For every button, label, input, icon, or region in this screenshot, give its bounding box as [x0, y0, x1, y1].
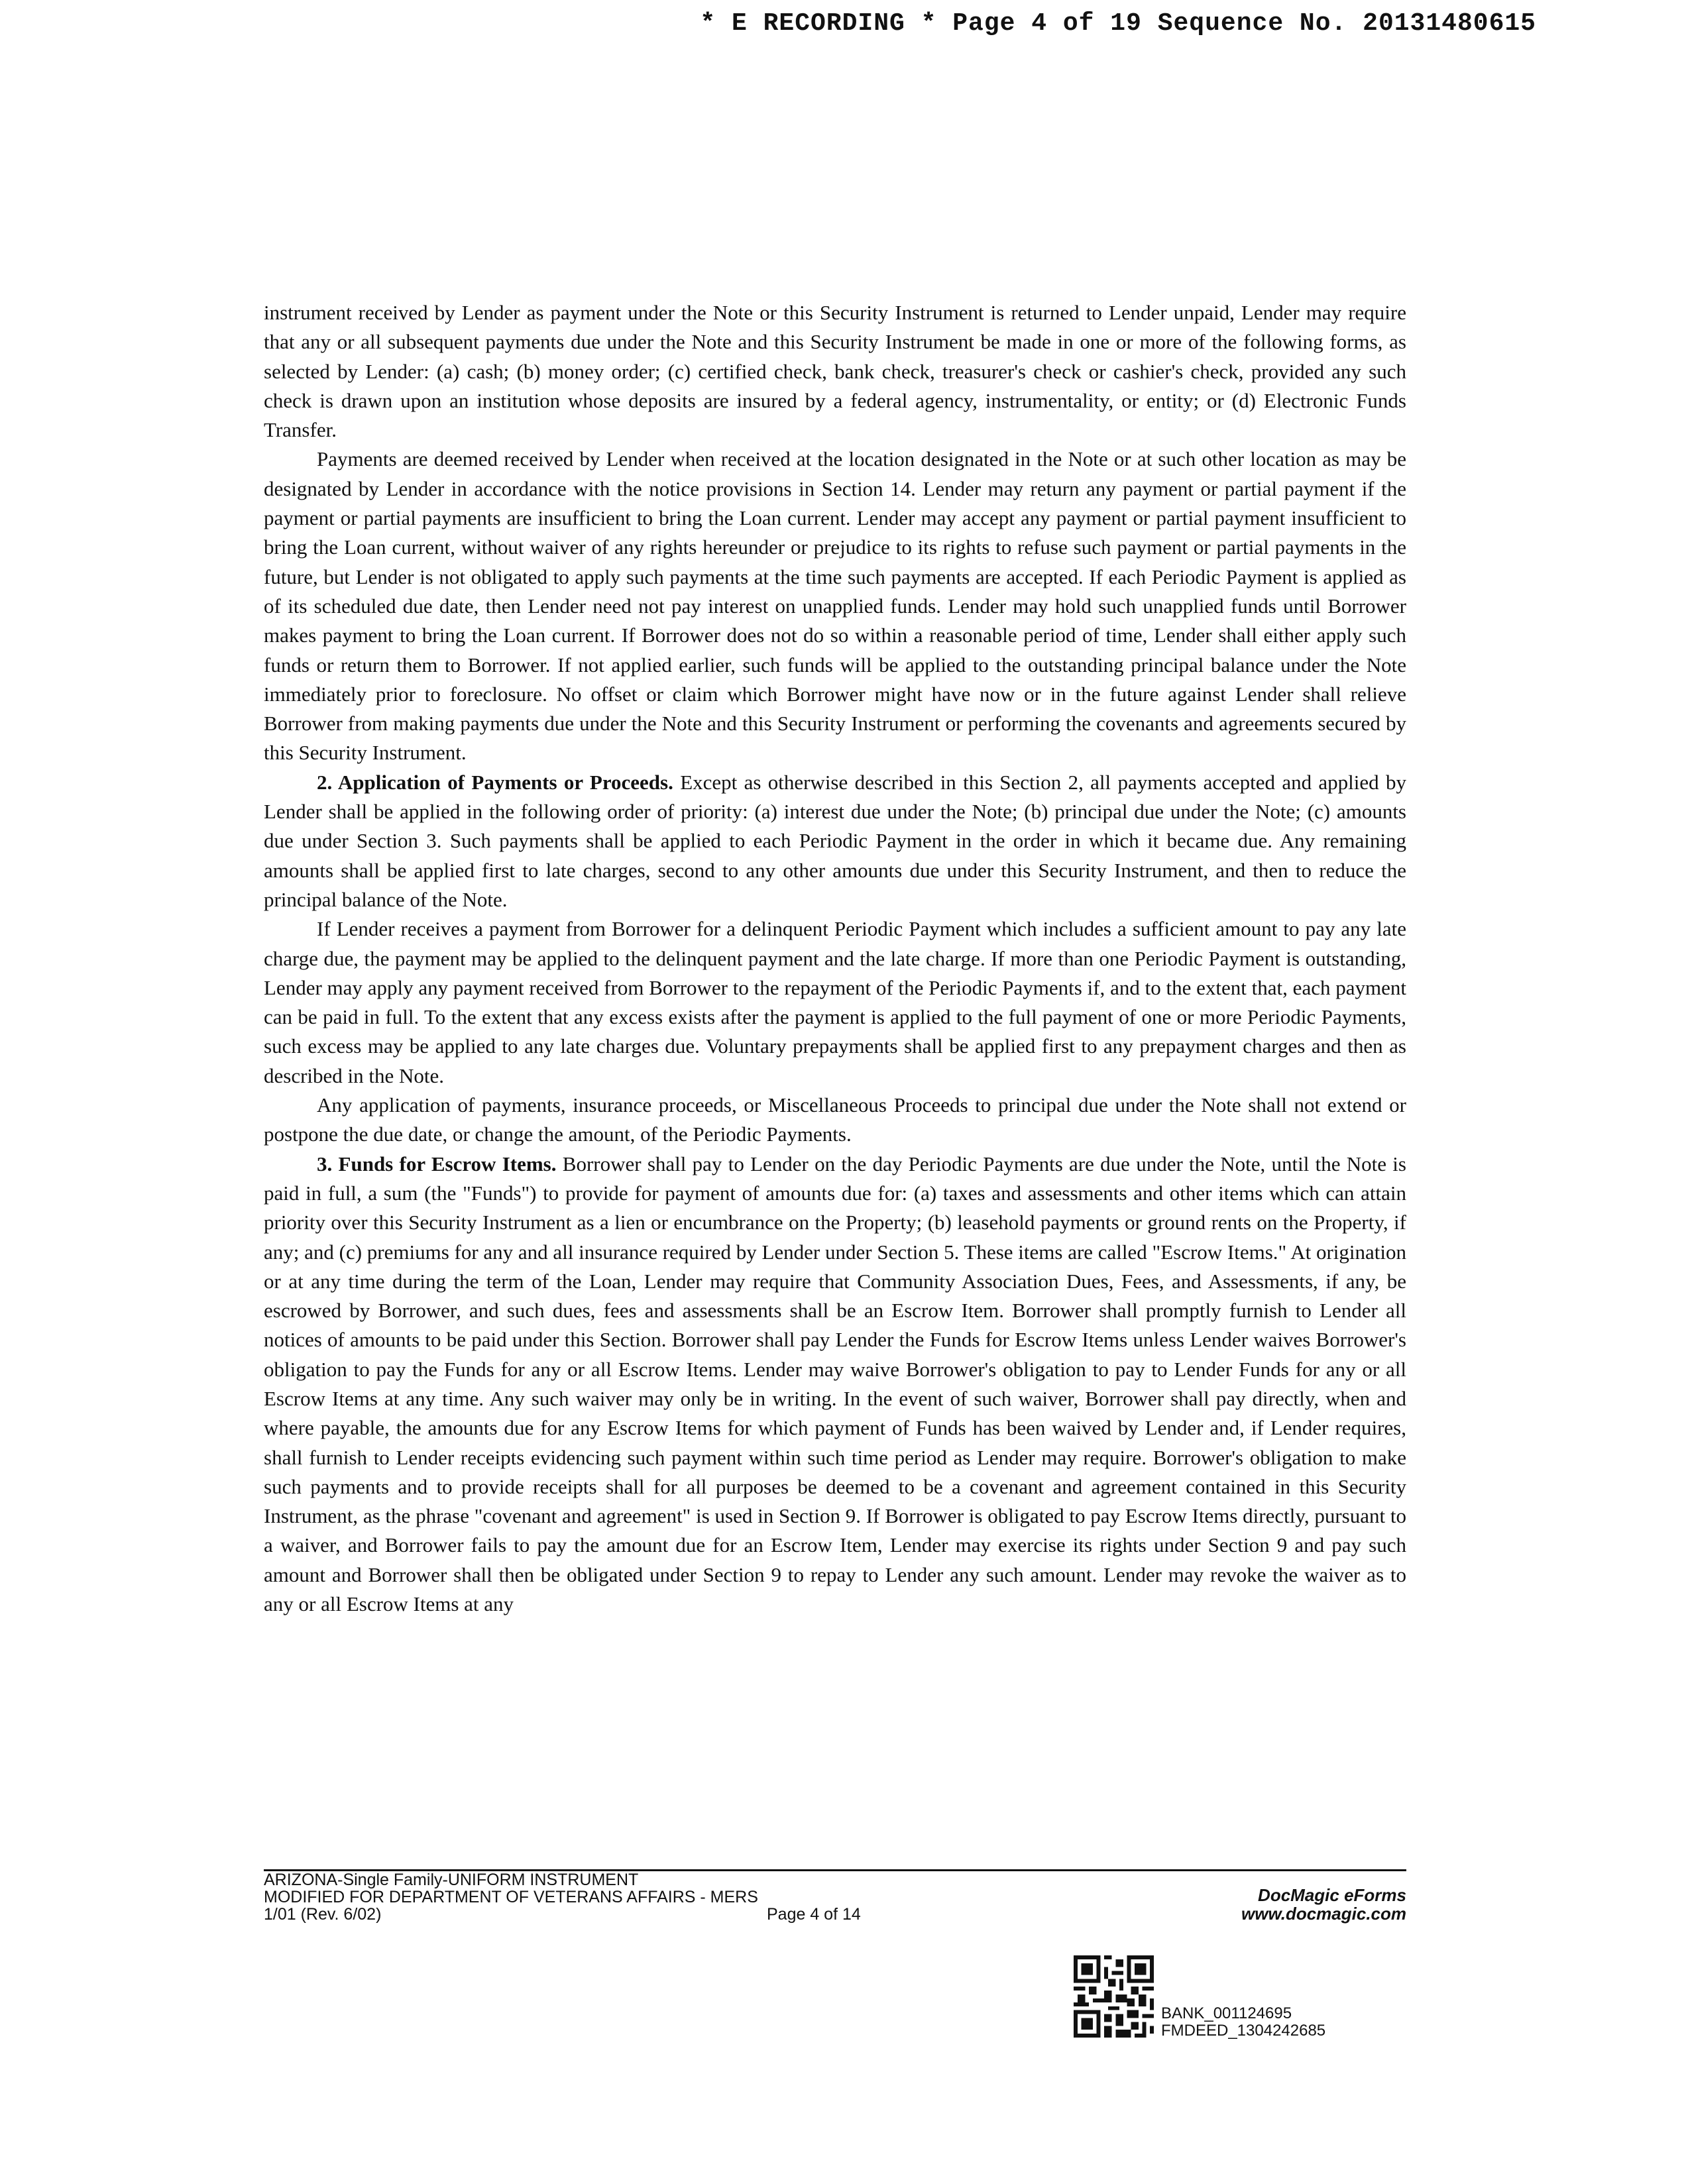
section-3-text: Borrower shall pay to Lender on the day Periodic Payments are due under the Note, until the Note is paid in full, a sum (the "Funds") to provide for payment of amounts due for: (a) taxes and assessments and other items which can attain priority over this Security Instrument as a lien or encumbrance on the Property; (b) leasehold payments or ground rents on the Property, if any; and (c) premiums for any and all insurance required by Lender under Section 5. These items are called "Escrow Items." At origination or at any time during the term of the Loan, Lender may require that Community Association Dues, Fees, and Assessments, if any, be escrowed by Borrower, and such dues, fees and assessments shall be an Escrow Item. Borrower shall promptly furnish to Lender all notices of amounts to be paid under this Section. Borrower shall pay Lender the Funds for Escrow Items unless Lender waives Borrower's obligation to pay the Funds for any or all Escrow Items. Lender may waive Borrower's obligation to pay to Lender Funds for any or all Escrow Items at any time. Any such waiver may only be in writing. In the event of such waiver, Borrower shall pay directly, when and where payable, the amounts due for any Escrow Items for which payment of Funds has been waived by Lender and, if Lender requires, shall furnish to Lender receipts evidencing such payment within such time period as Lender may require. Borrower's obligation to make such payments and to provide receipts shall for all purposes be deemed to be a covenant and agreement contained in this Security Instrument, as the phrase "covenant and agreement" is used in Section 9. If Borrower is obligated to pay Escrow Items directly, pursuant to a waiver, and Borrower fails to pay the amount due for an Escrow Item, Lender may exercise its rights under Section 9 and pay such amount and Borrower shall then be obligated under Section 9 to repay to Lender any such amount. Lender may revoke the waiver as to any or all Escrow Items at any: [264, 1152, 1407, 1616]
section-3-funds-for-escrow: [264, 1150, 1406, 1619]
deed-id: FMDEED_1304242685: [1161, 2022, 1326, 2040]
paragraph-payments-received: Payments are deemed received by Lender when received at the location designated in the Note or at such other location as may be designated by Lender in accordance with the notice provisions in Section 14. Lender may return any payment or partial payment if the payment or partial payments are insufficient to bring the Loan current. Lender may accept any payment or partial payment insufficient to bring the Loan current, without waiver of any rights hereunder or prejudice to its rights to refuse such payment or partial payments in the future, but Lender is not obligated to apply such payments at the time such payments are accepted. If each Periodic Payment is applied as of its scheduled due date, then Lender need not pay interest on unapplied funds. Lender may hold such unapplied funds until Borrower makes payment to bring the Loan current. If Borrower does not do so within a reasonable period of time, Lender shall either apply such funds or return them to Borrower. If not applied earlier, such funds will be applied to the outstanding principal balance under the Note immediately prior to foreclosure. No offset or claim which Borrower might have now or in the future against Lender shall relieve Borrower from making payments due under the Note and this Security Instrument or performing the covenants and agreements secured by this Security Instrument.: [264, 447, 1406, 765]
footer-form-info: [264, 1871, 758, 1923]
footer-form-revision: 1/01 (Rev. 6/02): [264, 1905, 382, 1924]
recording-header: * E RECORDING * Page 4 of 19 Sequence No. 20131480615: [700, 9, 1536, 38]
footer-form-modification: MODIFIED FOR DEPARTMENT OF VETERANS AFFAIRS - MERS: [264, 1888, 758, 1906]
docmagic-logo: DocMagic eForms: [1258, 1885, 1406, 1905]
document-body: [264, 298, 1406, 1619]
paragraph-application-of-proceeds: Any application of payments, insurance proceeds, or Miscellaneous Proceeds to principal due under the Note shall not extend or postpone the due date, or change the amount, of the Periodic Payments.: [264, 1093, 1406, 1146]
paragraph-delinquent-payment: If Lender receives a payment from Borrower for a delinquent Periodic Payment which includes a sufficient amount to pay any late charge due, the payment may be applied to the delinquent payment and the late charge. If more than one Periodic Payment is outstanding, Lender may apply any payment received from Borrower to the repayment of the Periodic Payments if, and to the extent that, each payment can be paid in full. To the extent that any excess exists after the payment is applied to the full payment of one or more Periodic Payments, such excess may be applied to any late charges due. Voluntary prepayments shall be applied first to any prepayment charges and then as described in the Note.: [264, 917, 1406, 1087]
qr-code-icon: [1074, 1955, 1154, 2038]
footer-form-title: ARIZONA-Single Family-UNIFORM INSTRUMENT: [264, 1871, 639, 1889]
paragraph-payment-forms: instrument received by Lender as payment under the Note or this Security Instrument is returned to Lender unpaid, Lender may require that any or all subsequent payments due under the Note and this Security Instrument be made in one or more of the following forms, as selected by Lender: (a) cash; (b) money order; (c) certified check, bank check, treasurer's check or cashier's check, provided any such check is drawn upon an institution whose deposits are insured by a federal agency, instrumentality, or entity; or (d) Electronic Funds Transfer.: [264, 301, 1406, 442]
barcode-identifiers: [1161, 2005, 1325, 2040]
footer-brand: [1241, 1886, 1406, 1923]
section-2-text: Except as otherwise described in this Section 2, all payments accepted and applied by Lender shall be applied in the following order of priority: (a) interest due under the Note; (b) principal due under the Note; (c) amounts due under Section 3. Such payments shall be applied to each Periodic Payment in the order in which it became due. Any remaining amounts shall be applied first to late charges, second to any other amounts due under this Security Instrument, and then to reduce the principal balance of the Note.: [264, 770, 1406, 911]
section-2-application-of-payments: [264, 768, 1406, 914]
docmagic-website: www.docmagic.com: [1241, 1904, 1406, 1924]
section-2-heading: 2. Application of Payments or Proceeds.: [317, 770, 673, 794]
section-3-heading: 3. Funds for Escrow Items.: [317, 1152, 557, 1175]
footer-page-number: Page 4 of 14: [767, 1905, 861, 1924]
bank-id: BANK_001124695: [1161, 2004, 1292, 2022]
